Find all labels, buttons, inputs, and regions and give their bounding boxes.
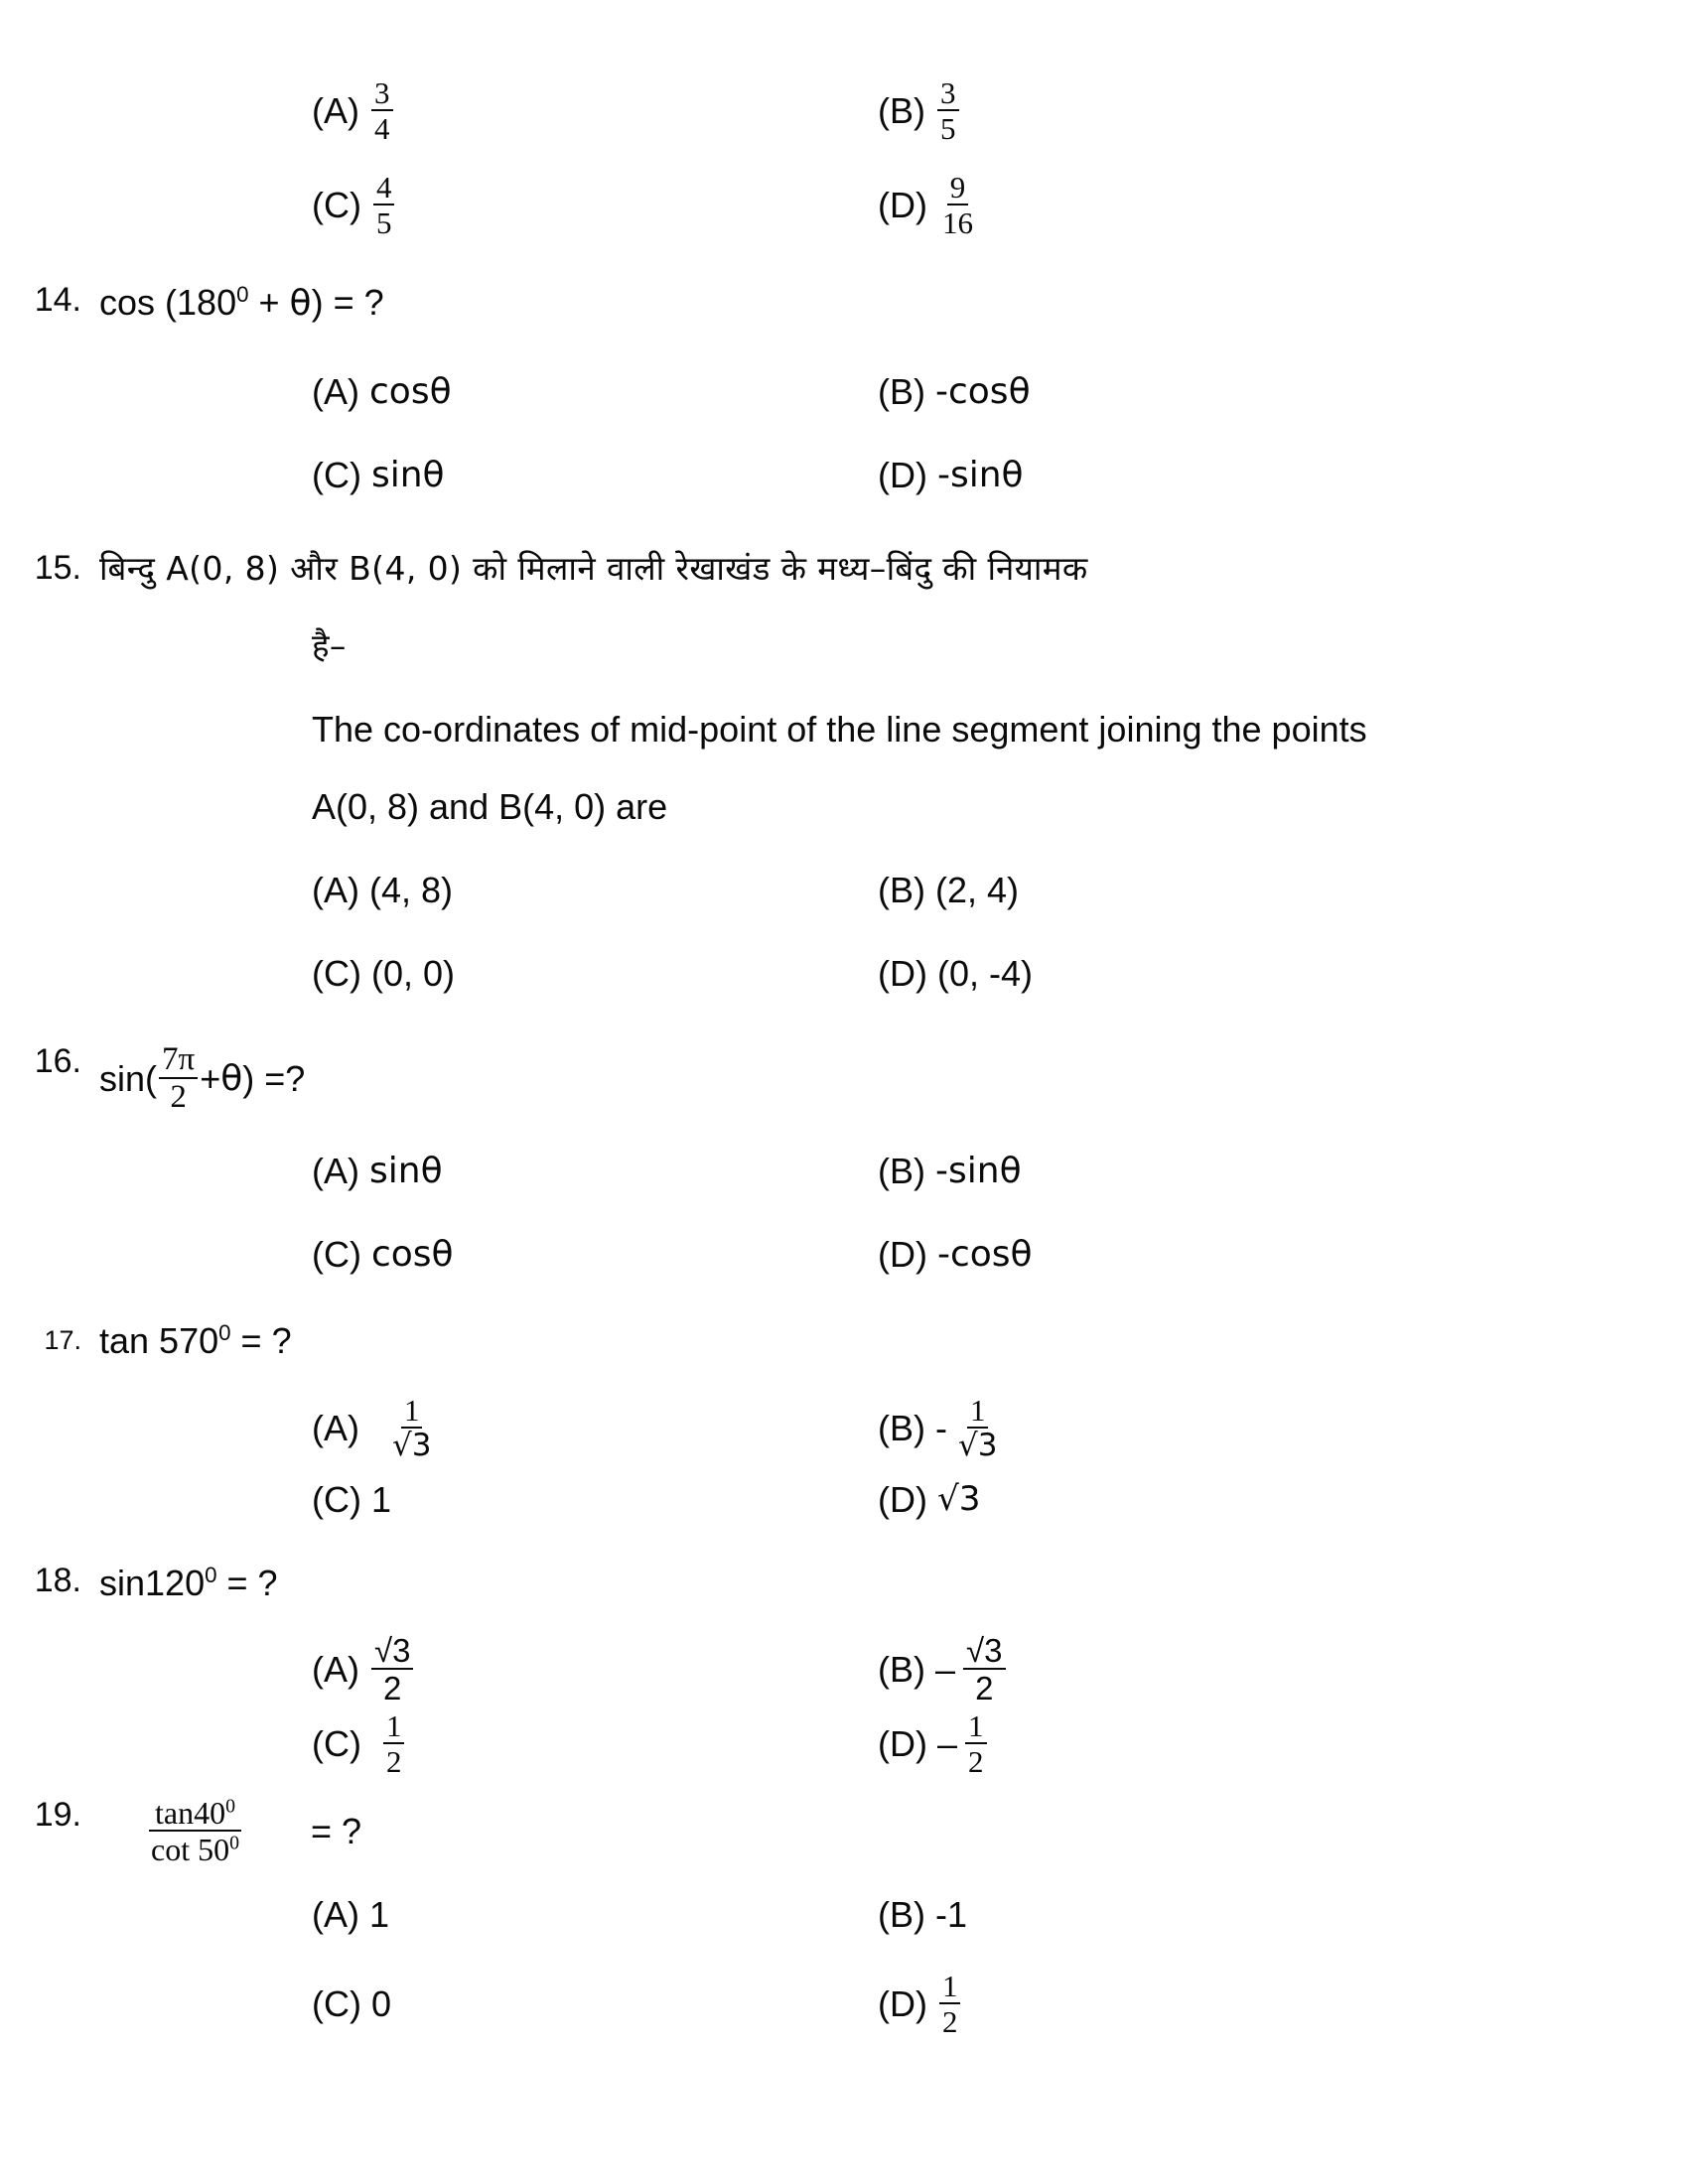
- option-label: (B): [878, 1894, 925, 1936]
- stem-close: ) =?: [242, 1057, 306, 1099]
- option-value: [935, 1393, 1002, 1464]
- option-d[interactable]: [878, 946, 1688, 1002]
- fraction-denominator: 5: [940, 111, 956, 146]
- degree-symbol: 0: [236, 282, 249, 307]
- degree-symbol: 0: [229, 1832, 240, 1854]
- options-grid: [0, 363, 1688, 502]
- fraction-denominator: √3: [958, 1428, 998, 1464]
- option-value: sinθ: [369, 1151, 443, 1192]
- theta-symbol: θ: [220, 1057, 243, 1099]
- option-b[interactable]: [878, 1393, 1688, 1464]
- options-grid: [0, 1144, 1688, 1283]
- stem-close: = ?: [311, 1810, 362, 1851]
- option-value: [387, 1393, 436, 1464]
- option-label: (C): [312, 1982, 361, 2024]
- option-value: 1: [370, 1478, 392, 1520]
- fraction-numerator: √3: [963, 1634, 1005, 1670]
- option-label: (A): [312, 1648, 359, 1690]
- option-d[interactable]: [878, 447, 1688, 502]
- option-label: (B): [878, 370, 925, 412]
- option-label: (A): [312, 89, 359, 131]
- option-label: (D): [878, 1478, 927, 1520]
- options-grid: [0, 1395, 1688, 1527]
- fraction-denominator: [145, 1832, 245, 1865]
- option-c[interactable]: [312, 946, 878, 1002]
- option-a[interactable]: [312, 1631, 878, 1706]
- fraction-denominator: √3: [392, 1428, 432, 1464]
- degree-symbol: 0: [205, 1563, 217, 1588]
- option-value: [935, 1631, 1008, 1706]
- fraction-denominator: 16: [941, 205, 973, 240]
- option-b[interactable]: [878, 863, 1688, 918]
- fraction-numerator: 1: [383, 1710, 405, 1744]
- option-value: -sinθ: [936, 454, 1024, 495]
- negative-sign: -: [935, 1408, 947, 1449]
- option-value: [935, 77, 961, 144]
- question-number: 16.: [34, 1042, 81, 1081]
- fraction-numerator: 1: [939, 1971, 961, 2004]
- option-d[interactable]: [878, 1707, 1688, 1779]
- fraction-numerator: 3: [371, 77, 393, 111]
- fraction-denominator: 2: [941, 2003, 958, 2039]
- negative-sign: –: [936, 1722, 958, 1764]
- option-value: [937, 1968, 963, 2039]
- fraction: [939, 172, 976, 238]
- question-stem-row: [0, 1043, 1688, 1114]
- fraction: [371, 77, 393, 144]
- fraction: [937, 77, 959, 144]
- option-d[interactable]: [878, 172, 1688, 238]
- question-block-18: [0, 1562, 1688, 1779]
- degree-symbol: 0: [218, 1320, 231, 1346]
- question-stem-row: [0, 1320, 1688, 1361]
- option-c[interactable]: [312, 1707, 878, 1779]
- question-number: 14.: [34, 281, 81, 319]
- option-b[interactable]: [878, 1144, 1688, 1199]
- option-d[interactable]: [878, 1471, 1688, 1527]
- stem-close: = ?: [216, 1563, 278, 1604]
- option-label: (A): [312, 1408, 359, 1449]
- option-value: (0, -4): [936, 953, 1033, 995]
- option-a[interactable]: [312, 1393, 878, 1464]
- question-stem: [99, 1794, 362, 1867]
- option-label: (B): [878, 1151, 925, 1192]
- option-b[interactable]: [878, 363, 1688, 419]
- fraction-denominator: 2: [968, 1743, 984, 1779]
- negative-sign: –: [935, 1648, 956, 1690]
- fraction: [145, 1794, 245, 1867]
- question-stem-hindi-line-2: है–: [312, 626, 347, 666]
- option-value: [369, 77, 395, 144]
- question-stem-hindi-line-1: बिन्दु A(0, 8) और B(4, 0) को मिलाने वाली रेखाखंड के मध्य–बिंदु की नियामक: [99, 549, 1088, 589]
- question-block-16: [0, 1043, 1688, 1283]
- question-block-19: [0, 1794, 1688, 2039]
- fraction-numerator: 1: [965, 1710, 987, 1744]
- option-label: (C): [312, 953, 361, 995]
- fraction-numerator: 3: [937, 77, 959, 111]
- question-number: 19.: [34, 1795, 81, 1834]
- fraction-numerator: 9: [947, 172, 969, 205]
- fraction-denominator: 2: [975, 1669, 994, 1706]
- option-d[interactable]: [878, 1968, 1688, 2039]
- degree-symbol: 0: [225, 1795, 236, 1818]
- option-label: (C): [312, 1234, 361, 1276]
- option-label: (D): [878, 1982, 927, 2024]
- fraction-denominator: 2: [383, 1669, 402, 1706]
- option-value: √3: [936, 1478, 981, 1519]
- fraction-numerator: [149, 1794, 241, 1832]
- fraction-numerator: 7π: [159, 1043, 198, 1079]
- option-label: (B): [878, 89, 925, 131]
- option-value: [936, 1707, 989, 1779]
- question-block-15: [0, 550, 1688, 1002]
- fraction: [939, 1968, 961, 2039]
- option-value: 0: [370, 1982, 392, 2024]
- question-stem: [99, 282, 384, 324]
- option-label: (B): [878, 1648, 925, 1690]
- option-label: (C): [312, 184, 361, 225]
- fraction-denominator: 4: [374, 111, 390, 146]
- denominator-text: cot 50: [151, 1831, 230, 1867]
- fraction: [383, 1707, 405, 1779]
- option-a[interactable]: [312, 1144, 878, 1199]
- option-value: [369, 1631, 415, 1706]
- option-value: -cosθ: [936, 1234, 1033, 1276]
- option-value: -1: [935, 1894, 968, 1936]
- option-b[interactable]: [878, 77, 1688, 144]
- option-label: (A): [312, 1151, 359, 1192]
- question-stem-row: [0, 550, 1688, 588]
- fraction: [373, 172, 395, 238]
- option-label: (C): [312, 454, 361, 495]
- option-value: sinθ: [370, 454, 445, 495]
- question-block-orphan-options: [0, 77, 1688, 238]
- fraction-numerator: 1: [401, 1395, 423, 1429]
- fraction: [955, 1393, 1000, 1464]
- option-value: [381, 1707, 407, 1779]
- stem-operator: +: [200, 1057, 221, 1099]
- option-label: (A): [312, 1894, 359, 1936]
- fraction-numerator: 4: [373, 172, 395, 205]
- stem-open: (180: [155, 282, 237, 323]
- stem-operator: +: [248, 282, 290, 323]
- option-label: (A): [312, 870, 359, 911]
- option-b[interactable]: [878, 1631, 1688, 1706]
- question-number: 17.: [44, 1325, 81, 1356]
- question-block-14: [0, 282, 1688, 502]
- options-grid: [0, 77, 1688, 238]
- question-number: 18.: [34, 1562, 81, 1600]
- question-block-17: [0, 1320, 1688, 1527]
- option-value: (0, 0): [370, 953, 456, 995]
- option-value: [371, 172, 397, 238]
- question-number: 15.: [34, 549, 81, 588]
- stem-function: tan 570: [99, 1320, 219, 1362]
- fraction-numerator: √3: [371, 1634, 413, 1670]
- option-a[interactable]: [312, 1887, 878, 1943]
- fraction: [963, 1631, 1005, 1706]
- question-stem: [99, 1043, 305, 1114]
- option-a[interactable]: [312, 363, 878, 419]
- question-stem-english-line-2: A(0, 8) and B(4, 0) are: [312, 785, 668, 827]
- stem-function: cos: [99, 282, 156, 323]
- option-a[interactable]: [312, 77, 878, 144]
- option-label: (C): [312, 1722, 361, 1764]
- option-value: cosθ: [370, 1234, 454, 1276]
- option-d[interactable]: [878, 1227, 1688, 1283]
- option-label: (D): [878, 454, 927, 495]
- theta-symbol: θ: [289, 283, 312, 324]
- stem-function: sin120: [99, 1563, 206, 1604]
- option-label: (D): [878, 953, 927, 995]
- question-stem: [99, 1563, 278, 1603]
- option-label: (B): [878, 870, 925, 911]
- fraction: [159, 1043, 198, 1114]
- option-label: (B): [878, 1408, 925, 1449]
- option-a[interactable]: [312, 863, 878, 918]
- question-stem-row: [0, 1794, 1688, 1867]
- fraction-denominator: 2: [385, 1743, 402, 1779]
- option-value: -cosθ: [935, 370, 1031, 412]
- option-value: (4, 8): [369, 870, 454, 911]
- question-stem-row: [0, 282, 1688, 324]
- option-label: (D): [878, 1722, 927, 1764]
- option-c[interactable]: [312, 447, 878, 502]
- fraction-denominator: 5: [375, 205, 392, 240]
- stem-function: sin(: [99, 1057, 158, 1099]
- option-label: (D): [878, 184, 927, 225]
- stem-close: ) = ?: [311, 282, 384, 323]
- option-c[interactable]: [312, 1227, 878, 1283]
- options-grid: [0, 1887, 1688, 2037]
- option-label: (C): [312, 1478, 361, 1520]
- fraction-numerator: 1: [967, 1395, 989, 1429]
- fraction: [965, 1707, 987, 1779]
- option-label: (D): [878, 1234, 927, 1276]
- option-c[interactable]: [312, 1471, 878, 1527]
- stem-close: = ?: [230, 1320, 292, 1362]
- option-c[interactable]: [312, 172, 878, 238]
- option-c[interactable]: [312, 1971, 878, 2037]
- option-value: [937, 172, 978, 238]
- question-stem-english-line-1: The co-ordinates of mid-point of the line segment joining the points: [312, 709, 1367, 751]
- option-value: (2, 4): [935, 870, 1020, 911]
- option-value: cosθ: [369, 370, 452, 412]
- option-value: 1: [369, 1894, 390, 1936]
- fraction: [389, 1393, 434, 1464]
- question-stem: [99, 1320, 292, 1361]
- options-grid: [0, 863, 1688, 1002]
- option-value: -sinθ: [935, 1151, 1022, 1192]
- option-b[interactable]: [878, 1887, 1688, 1943]
- option-label: (A): [312, 370, 359, 412]
- fraction-denominator: 2: [170, 1079, 187, 1116]
- question-stem-row: [0, 1563, 1688, 1603]
- fraction: [371, 1631, 413, 1706]
- numerator-text: tan40: [155, 1794, 226, 1831]
- options-grid: [0, 1631, 1688, 1779]
